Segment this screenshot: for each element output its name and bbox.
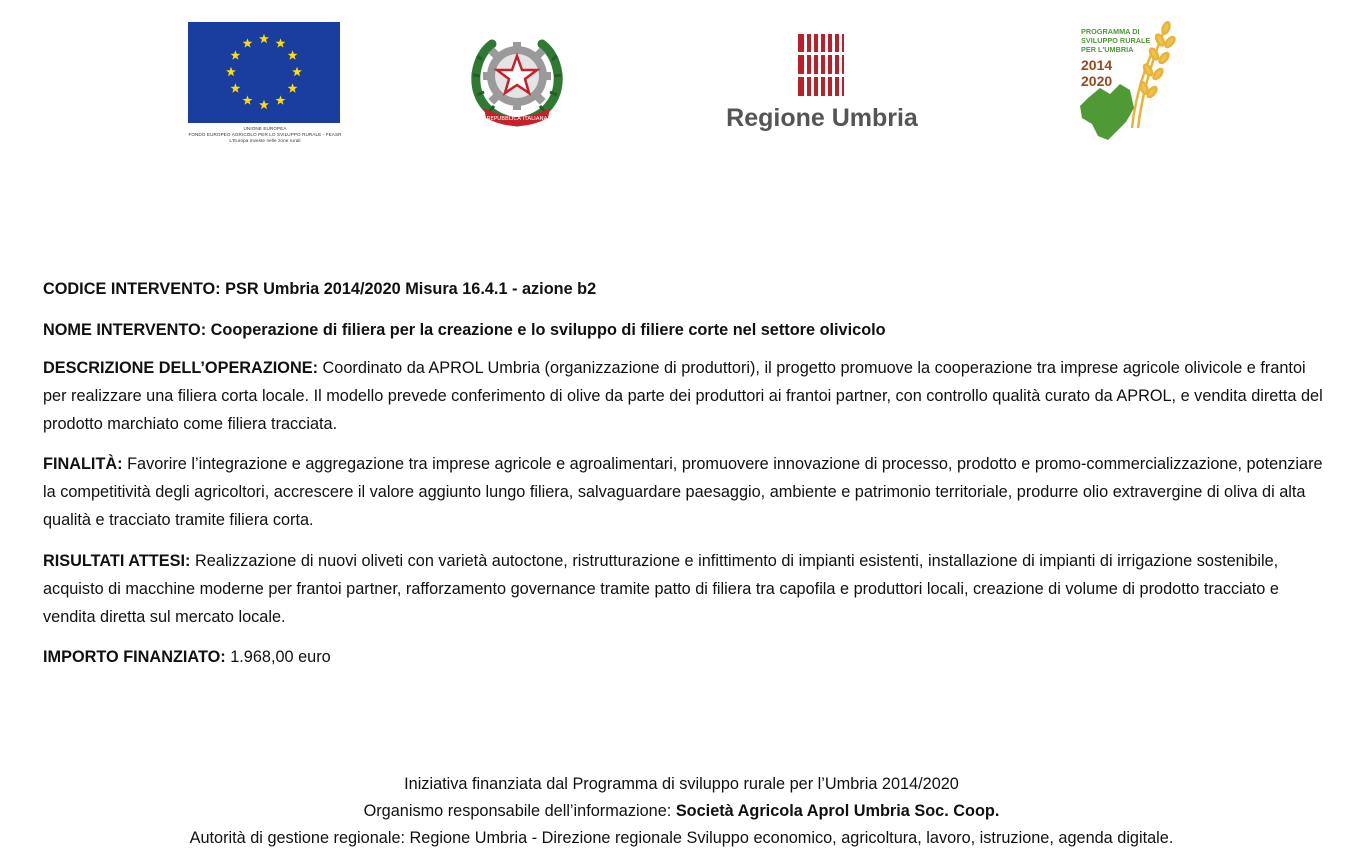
eu-star-icon bbox=[276, 95, 286, 104]
umbria-candles-icon bbox=[716, 32, 928, 102]
section-text: Realizzazione di nuovi oliveti con varietà autoctone, ristrutturazione e infittimento di impianti esistenti, installazione di impianti di irrigazione sostenibile, acquisto di macchine moderne per frantoi partner, rafforzamento governance tramite patto di filiera tra capofila e produttori locali, creazione di volume di prodotto tracciato e vendita diretta sul mercato locale. bbox=[43, 551, 1279, 626]
footer-responsible-org: Società Agricola Aprol Umbria Soc. Coop. bbox=[675, 802, 1000, 820]
eu-flag-icon bbox=[188, 22, 340, 123]
eu-star-icon bbox=[292, 67, 302, 76]
italian-emblem-icon bbox=[470, 30, 564, 130]
section-label: RISULTATI ATTESI: bbox=[43, 551, 191, 570]
eu-star-icon bbox=[276, 38, 286, 47]
eu-caption-line: UNIONE EUROPEA bbox=[243, 126, 287, 131]
codice-intervento bbox=[43, 275, 1333, 303]
risultati-attesi bbox=[43, 547, 1333, 631]
section-label: NOME INTERVENTO: bbox=[43, 320, 207, 339]
footer-line-authority: Autorità di gestione regionale: Regione Umbria - Direzione regionale Sviluppo economico, agricoltura, lavoro, istruzione, agenda digitale. bbox=[189, 829, 1174, 847]
footer-line-responsible bbox=[0, 798, 1363, 825]
section-text: 1.968,00 euro bbox=[225, 648, 331, 666]
section-text: Favorire l’integrazione e aggregazione tra imprese agricole e agroalimentari, promuovere innovazione di processo, prodotto e promo-commercializzazione, potenziare la competitività degli agricoltori, accrescere il valore aggiunto lungo filiera, salvaguardare paesaggio, ambiente e patrimonio territoriale, produrre olio extravergine di oliva di alta qualità e tracciato tramite filiera corta. bbox=[43, 455, 1323, 529]
section-label: FINALITÀ: bbox=[43, 455, 123, 473]
psr-year: 2020 bbox=[1081, 73, 1113, 89]
finalita bbox=[43, 450, 1333, 534]
psr-umbria-logo bbox=[1074, 18, 1180, 146]
psr-line: SVILUPPO RURALE bbox=[1081, 36, 1151, 45]
psr-line: PROGRAMMA DI bbox=[1081, 27, 1140, 36]
wheat-map-icon bbox=[1074, 18, 1180, 146]
section-label: IMPORTO FINANZIATO: bbox=[43, 648, 226, 666]
intervention-details bbox=[43, 275, 1333, 684]
section-label: DESCRIZIONE DELL’OPERAZIONE: bbox=[43, 358, 318, 377]
psr-line: PER L'UMBRIA bbox=[1081, 45, 1134, 54]
nome-intervento bbox=[43, 316, 1333, 344]
logo-bar bbox=[0, 0, 1363, 170]
eu-star-icon bbox=[226, 67, 236, 76]
eu-star-icon bbox=[259, 100, 269, 109]
footer bbox=[0, 771, 1363, 852]
eu-star-icon bbox=[288, 50, 298, 59]
eu-star-icon bbox=[259, 34, 269, 43]
eu-star-icon bbox=[230, 50, 240, 59]
eu-star-icon bbox=[243, 95, 253, 104]
emblem-ribbon-text: REPUBBLICA ITALIANA bbox=[486, 116, 548, 122]
eu-star-icon bbox=[288, 83, 298, 92]
importo-finanziato bbox=[43, 643, 1333, 671]
footer-line-funding: Iniziativa finanziata dal Programma di sviluppo rurale per l’Umbria 2014/2020 bbox=[404, 775, 959, 793]
section-text: Cooperazione di filiera per la creazione e lo sviluppo di filiere corte nel settore olivicolo bbox=[206, 320, 886, 339]
eu-logo bbox=[188, 22, 342, 148]
eu-star-icon bbox=[243, 38, 253, 47]
regione-umbria-logo bbox=[716, 32, 928, 138]
section-text: PSR Umbria 2014/2020 Misura 16.4.1 - azione b2 bbox=[220, 280, 597, 298]
eu-star-icon bbox=[230, 83, 240, 92]
psr-year: 2014 bbox=[1081, 57, 1113, 73]
descrizione-operazione bbox=[43, 354, 1333, 438]
section-text: Coordinato da APROL Umbria (organizzazione di produttori), il progetto promuove la cooperazione tra imprese agricole olivicole e frantoi per realizzare una filiera corta locale. Il modello prevede conferimento di olive da parte dei produttori ai frantoi partner, con controllo qualità curato da APROL, e vendita diretta del prodotto marchiato come filiera tracciata. bbox=[43, 358, 1323, 433]
eu-caption-line: FONDO EUROPEO AGRICOLO PER LO SVILUPPO RURALE - FEASR bbox=[188, 132, 342, 137]
section-label: CODICE INTERVENTO: bbox=[43, 280, 221, 298]
regione-umbria-text: Regione Umbria bbox=[726, 104, 918, 132]
footer-responsible-label: Organismo responsabile dell’informazione: bbox=[363, 802, 676, 820]
eu-caption-line: L'Europa investe nelle zone rurali bbox=[229, 138, 301, 143]
eu-caption bbox=[188, 126, 342, 144]
